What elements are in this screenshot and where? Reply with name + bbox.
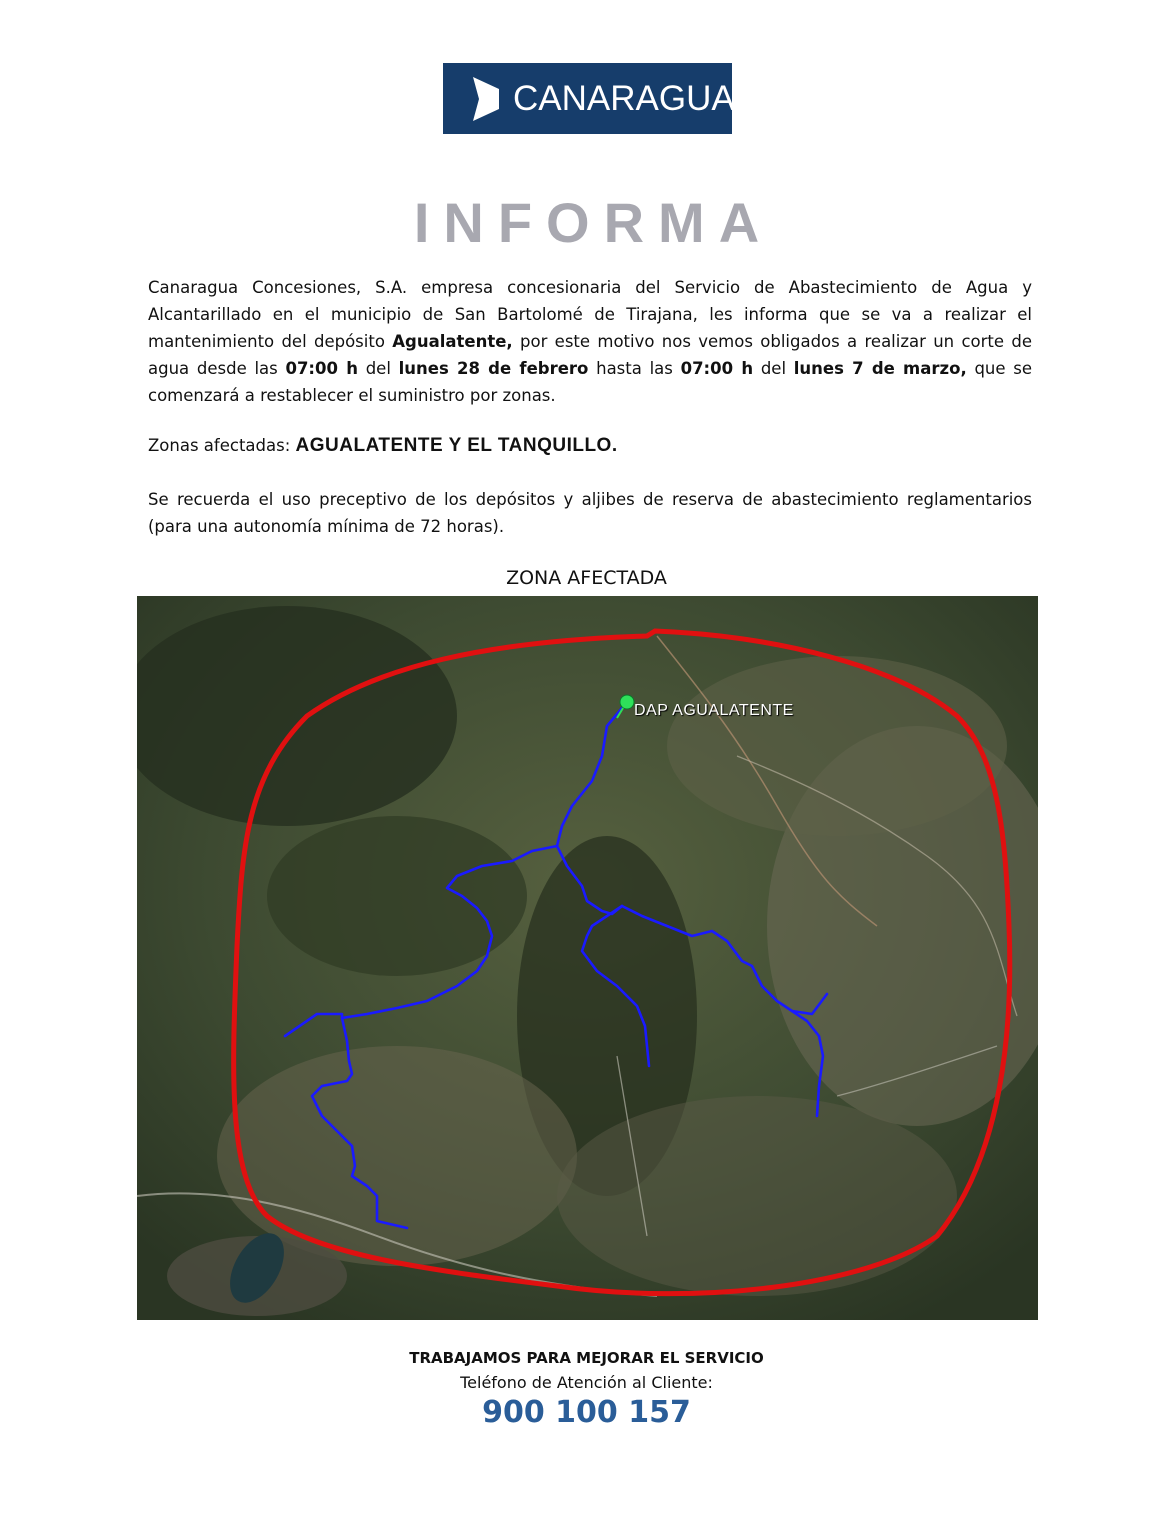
affected-zone-map: [137, 596, 1038, 1320]
logo-mark-icon: [471, 77, 501, 121]
map-marker-label: DAP AGUALATENTE: [634, 702, 794, 719]
footer-slogan: TRABAJAMOS PARA MEJORAR EL SERVICIO: [409, 1349, 764, 1367]
notice-paragraph: Canaragua Concesiones, S.A. empresa concesionaria del Servicio de Abastecimiento de Agua y Alcantarillado en el municipio de San Bartolomé de Tirajana, les informa que se va a realizar el mantenimiento del depósito Agualatente, por este motivo nos vemos obligados a realizar un corte de agua desde las 07:00 h del lunes 28 de febrero hasta las 07:00 h del lunes 7 de marzo, que se comenzará a restablecer el suministro por zonas.: [148, 278, 1033, 405]
logo-text: CANARAGUA: [513, 79, 735, 118]
reserve-reminder: Se recuerda el uso preceptivo de los depósitos y aljibes de reserva de abastecimiento reglamentarios (para una autonomía mínima de 72 horas).: [148, 490, 1032, 536]
affected-zones: [148, 432, 1032, 459]
map-title: ZONA AFECTADA: [506, 567, 667, 589]
zones-value: AGUALATENTE Y EL TANQUILLO.: [295, 435, 618, 456]
phone-number: 900 100 157: [482, 1395, 691, 1430]
canaragua-logo: [443, 63, 735, 134]
page-title: INFORMA: [413, 191, 774, 254]
zones-label: Zonas afectadas:: [148, 436, 296, 455]
phone-label: Teléfono de Atención al Cliente:: [460, 1373, 713, 1392]
